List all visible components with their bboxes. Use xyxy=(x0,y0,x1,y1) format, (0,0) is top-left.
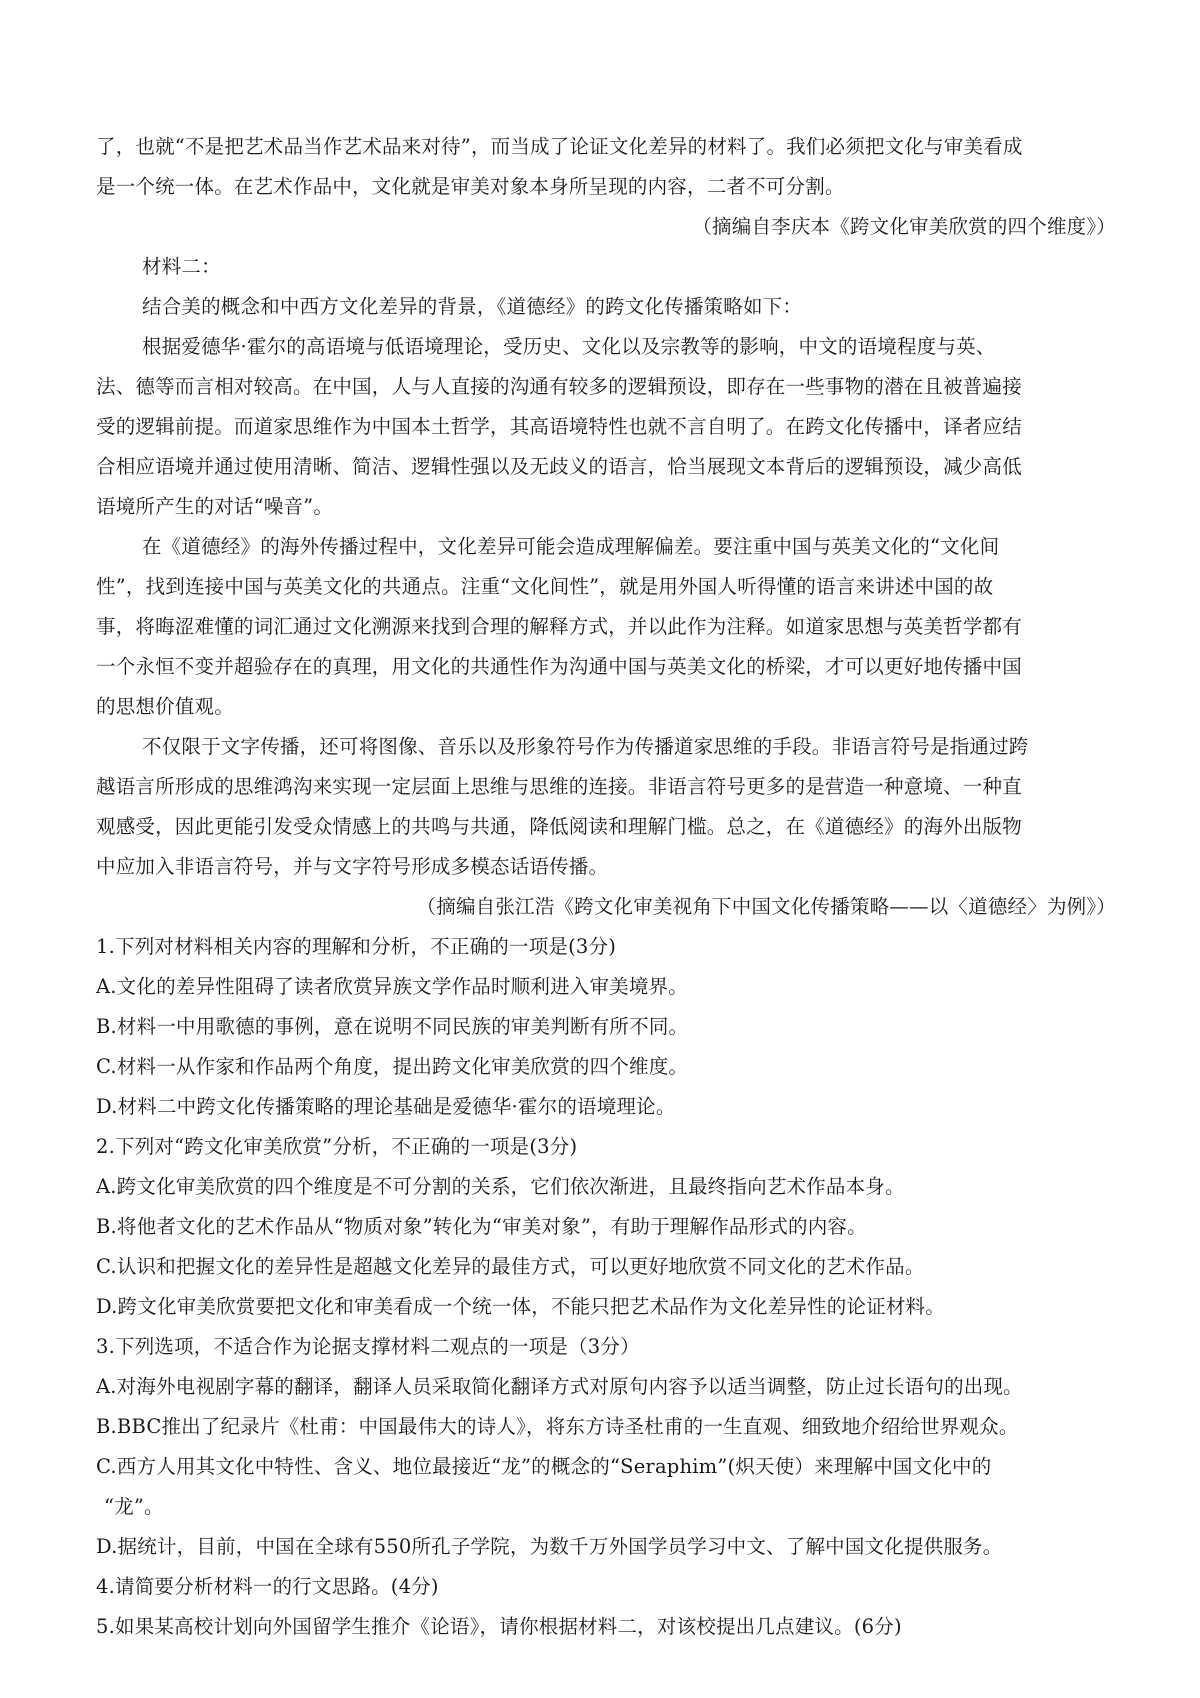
material-two-para2-line-3: 事，将晦涩难懂的词汇通过文化溯源来找到合理的解释方式，并以此作为注释。如道家思想与英美哲学都有 xyxy=(96,615,1022,638)
material-two-para1-line-4: 合相应语境并通过使用清晰、简洁、逻辑性强以及无歧义的语言，恰当展现文本背后的逻辑预设，减少高低 xyxy=(96,455,1022,478)
question-3-option-c-line-2: “龙”。 xyxy=(104,1495,164,1518)
question-2-stem: 2.下列对“跨文化审美欣赏”分析，不正确的一项是(3分) xyxy=(96,1135,578,1158)
question-3-option-c-line-1: C.西方人用其文化中特性、含义、地位最接近“龙”的概念的“Seraphim”(炽天使）来理解中国文化中的 xyxy=(96,1455,992,1478)
material-two-para3-line-3: 观感受，因此更能引发受众情感上的共鸣与共通，降低阅读和理解门槛。总之，在《道德经》的海外出版物 xyxy=(96,815,1022,838)
material-two-para3-line-2: 越语言所形成的思维鸿沟来实现一定层面上思维与思维的连接。非语言符号更多的是营造一种意境、一种直 xyxy=(96,775,1022,798)
question-2-option-a: A.跨文化审美欣赏的四个维度是不可分割的关系，它们依次渐进，且最终指向艺术作品本身。 xyxy=(96,1175,905,1198)
question-3-option-b: B.BBC推出了纪录片《杜甫：中国最伟大的诗人》，将东方诗圣杜甫的一生直观、细致地介绍给世界观众。 xyxy=(96,1415,1019,1438)
question-3-option-a: A.对海外电视剧字幕的翻译，翻译人员采取简化翻译方式对原句内容予以适当调整，防止过长语句的出现。 xyxy=(96,1375,1023,1398)
question-1-option-d: D.材料二中跨文化传播策略的理论基础是爱德华·霍尔的语境理论。 xyxy=(96,1095,676,1118)
material-two-para1-line-2: 法、德等而言相对较高。在中国，人与人直接的沟通有较多的逻辑预设，即存在一些事物的潜在且被普遍接 xyxy=(96,375,1022,398)
question-3-stem: 3.下列选项，不适合作为论据支撑材料二观点的一项是（3分） xyxy=(96,1335,640,1358)
material-two-para2-line-5: 的思想价值观。 xyxy=(96,695,234,718)
question-5-stem: 5.如果某高校计划向外国留学生推介《论语》，请你根据材料二，对该校提出几点建议。(6分) xyxy=(96,1615,902,1638)
material-two-intro: 结合美的概念和中西方文化差异的背景，《道德经》的跨文化传播策略如下： xyxy=(142,295,803,318)
material-one-line-2: 是一个统一体。在艺术作品中，文化就是审美对象本身所呈现的内容，二者不可分割。 xyxy=(96,175,845,198)
material-two-para2-line-4: 一个永恒不变并超验存在的真理，用文化的共通性作为沟通中国与英美文化的桥梁，才可以更好地传播中国 xyxy=(96,655,1022,678)
material-one-line-1: 了，也就“不是把艺术品当作艺术品来对待”，而当成了论证文化差异的材料了。我们必须把文化与审美看成 xyxy=(96,135,1023,158)
material-two-source: （摘编自张江浩《跨文化审美视角下中国文化传播策略——以〈道德经〉为例》） xyxy=(416,895,1116,918)
question-1-stem: 1.下列对材料相关内容的理解和分析，不正确的一项是(3分) xyxy=(96,935,617,958)
question-3-option-d: D.据统计，目前，中国在全球有550所孔子学院，为数千万外国学员学习中文、了解中国文化提供服务。 xyxy=(96,1535,1003,1558)
question-1-option-b: B.材料一中用歌德的事例，意在说明不同民族的审美判断有所不同。 xyxy=(96,1015,689,1038)
question-2-option-c: C.认识和把握文化的差异性是超越文化差异的最佳方式，可以更好地欣赏不同文化的艺术作品。 xyxy=(96,1255,925,1278)
material-two-para3-line-1: 不仅限于文字传播，还可将图像、音乐以及形象符号作为传播道家思维的手段。非语言符号是指通过跨 xyxy=(142,735,1029,758)
question-1-option-c: C.材料一从作家和作品两个角度，提出跨文化审美欣赏的四个维度。 xyxy=(96,1055,689,1078)
material-two-para1-line-3: 受的逻辑前提。而道家思维作为中国本土哲学，其高语境特性也就不言自明了。在跨文化传播中，译者应结 xyxy=(96,415,1022,438)
material-one-source: （摘编自李庆本《跨文化审美欣赏的四个维度》） xyxy=(692,215,1116,238)
material-two-heading: 材料二： xyxy=(142,255,221,278)
material-two-para3-line-4: 中应加入非语言符号，并与文字符号形成多模态话语传播。 xyxy=(96,855,609,878)
question-2-option-b: B.将他者文化的艺术作品从“物质对象”转化为“审美对象”，有助于理解作品形式的内容。 xyxy=(96,1215,867,1238)
question-4-stem: 4.请简要分析材料一的行文思路。(4分) xyxy=(96,1575,439,1598)
question-1-option-a: A.文化的差异性阻碍了读者欣赏异族文学作品时顺利进入审美境界。 xyxy=(96,975,688,998)
material-two-para1-line-5: 语境所产生的对话“噪音”。 xyxy=(96,495,334,518)
question-2-option-d: D.跨文化审美欣赏要把文化和审美看成一个统一体，不能只把艺术品作为文化差异性的论证材料。 xyxy=(96,1295,945,1318)
material-two-para2-line-1: 在《道德经》的海外传播过程中，文化差异可能会造成理解偏差。要注重中国与英美文化的“文化间 xyxy=(142,535,1000,558)
material-two-para2-line-2: 性”，找到连接中国与英美文化的共通点。注重“文化间性”，就是用外国人听得懂的语言来讲述中国的故 xyxy=(96,575,994,598)
material-two-para1-line-1: 根据爱德华·霍尔的高语境与低语境理论，受历史、文化以及宗教等的影响，中文的语境程度与英、 xyxy=(142,335,996,358)
